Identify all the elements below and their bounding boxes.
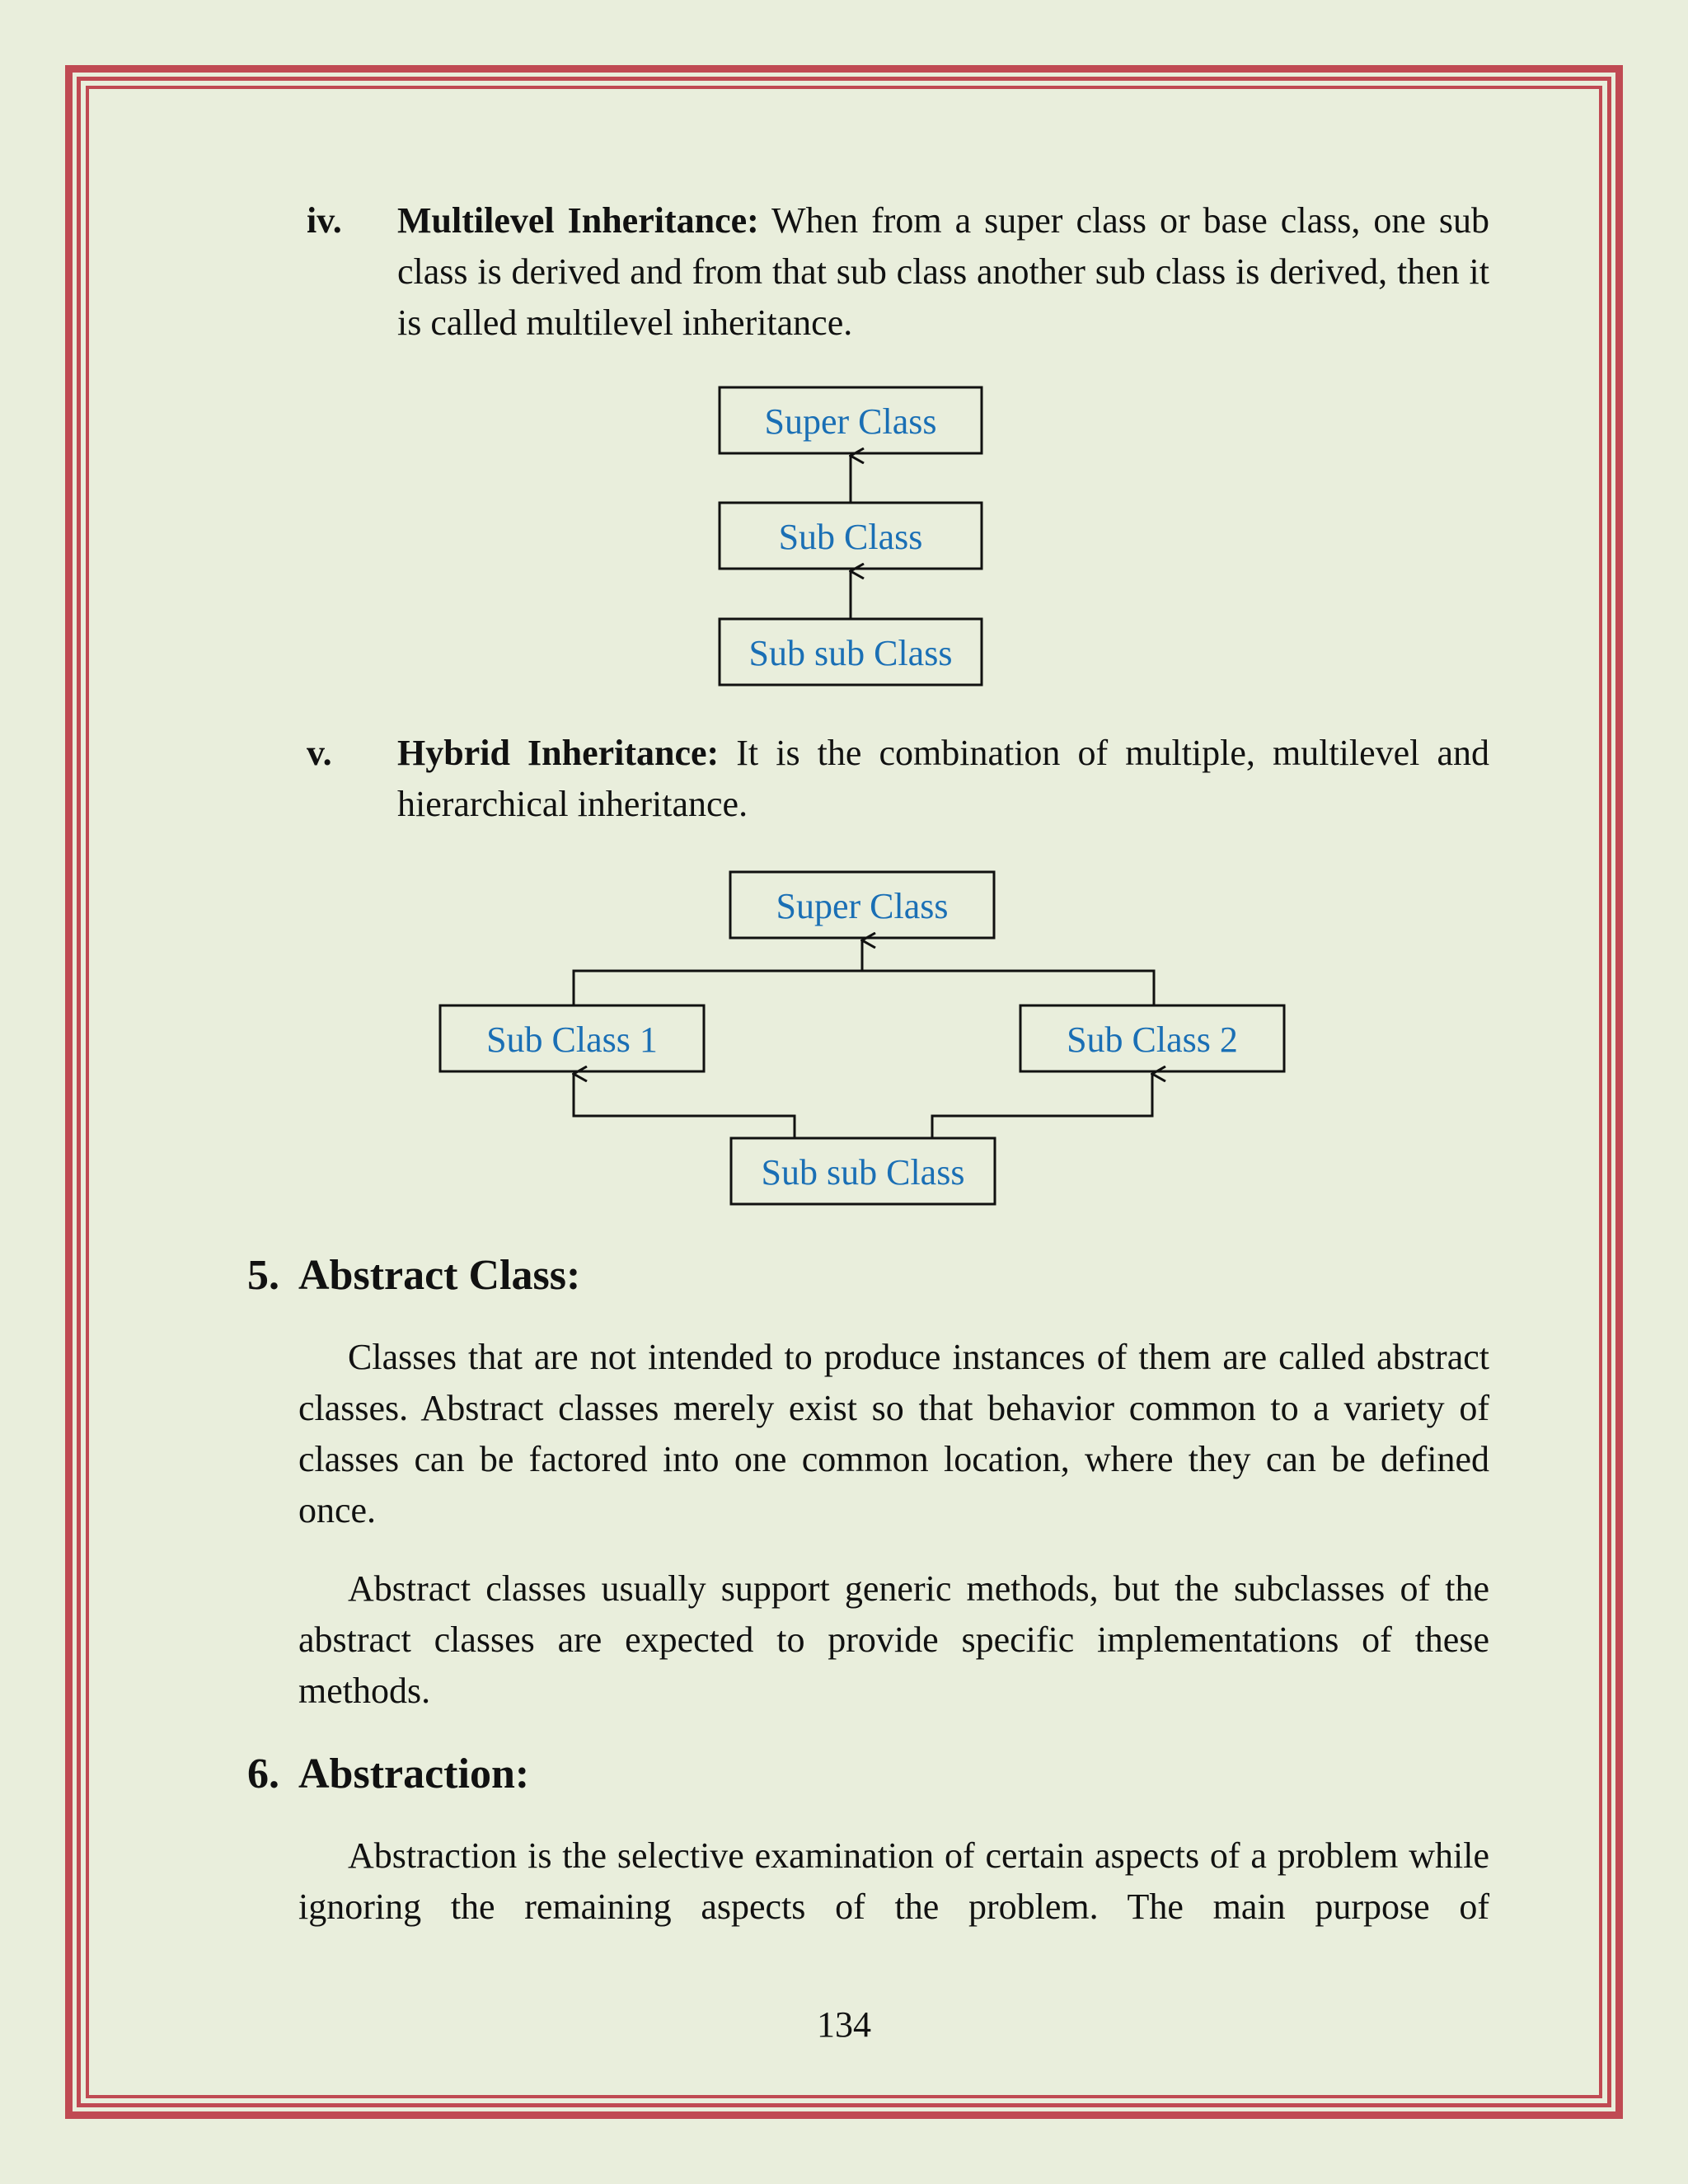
paragraph: Abstract classes usually support generic methods, but the subclasses of the abstract classes are expected to provide specific implementations of these methods. — [298, 1568, 1489, 1711]
item-text: When from a super class or base class, one sub class is derived and from that sub class another sub class is derived, then it is called multilevel inheritance. — [397, 200, 1489, 343]
section-number: 6. — [247, 1750, 279, 1797]
item-numeral: iv. — [307, 200, 342, 241]
sub-class-1-label: Sub Class 1 — [486, 1019, 658, 1060]
sub-sub-class-label: Sub sub Class — [748, 633, 953, 673]
sub-class-label: Sub Class — [778, 517, 923, 557]
item-text: It is the combination of multiple, multilevel and hierarchical inheritance. — [397, 733, 1489, 824]
connector-line — [574, 971, 1154, 1005]
inheritance-arrow — [574, 1074, 795, 1138]
super-class-label: Super Class — [776, 886, 949, 926]
section-heading-abstraction — [247, 1749, 529, 1800]
section-number: 5. — [247, 1252, 279, 1299]
sub-class-2-label: Sub Class 2 — [1067, 1019, 1238, 1060]
hybrid-diagram — [440, 872, 1284, 1204]
item-term: Hybrid Inheritance: — [397, 733, 720, 773]
item-numeral: v. — [307, 733, 332, 773]
sub-sub-class-label: Sub sub Class — [761, 1152, 965, 1193]
multilevel-diagram — [720, 387, 982, 685]
section-title: Abstract Class: — [298, 1252, 581, 1299]
inheritance-arrow — [932, 1074, 1152, 1138]
item-term: Multilevel Inheritance: — [397, 200, 759, 241]
section-heading-abstract-class — [247, 1250, 580, 1301]
paragraph: Classes that are not intended to produce instances of them are called abstract classes. Abstract classes merely exist so that behavior common to a variety of classes can be factored into one common location, where they can be defined once. — [298, 1337, 1489, 1530]
paragraph: Abstraction is the selective examination of certain aspects of a problem while ignoring the remaining aspects of the problem. The main purpose of — [298, 1835, 1489, 1927]
page-number: 134 — [817, 2004, 871, 2045]
section-title: Abstraction: — [298, 1750, 530, 1797]
super-class-label: Super Class — [764, 401, 937, 442]
